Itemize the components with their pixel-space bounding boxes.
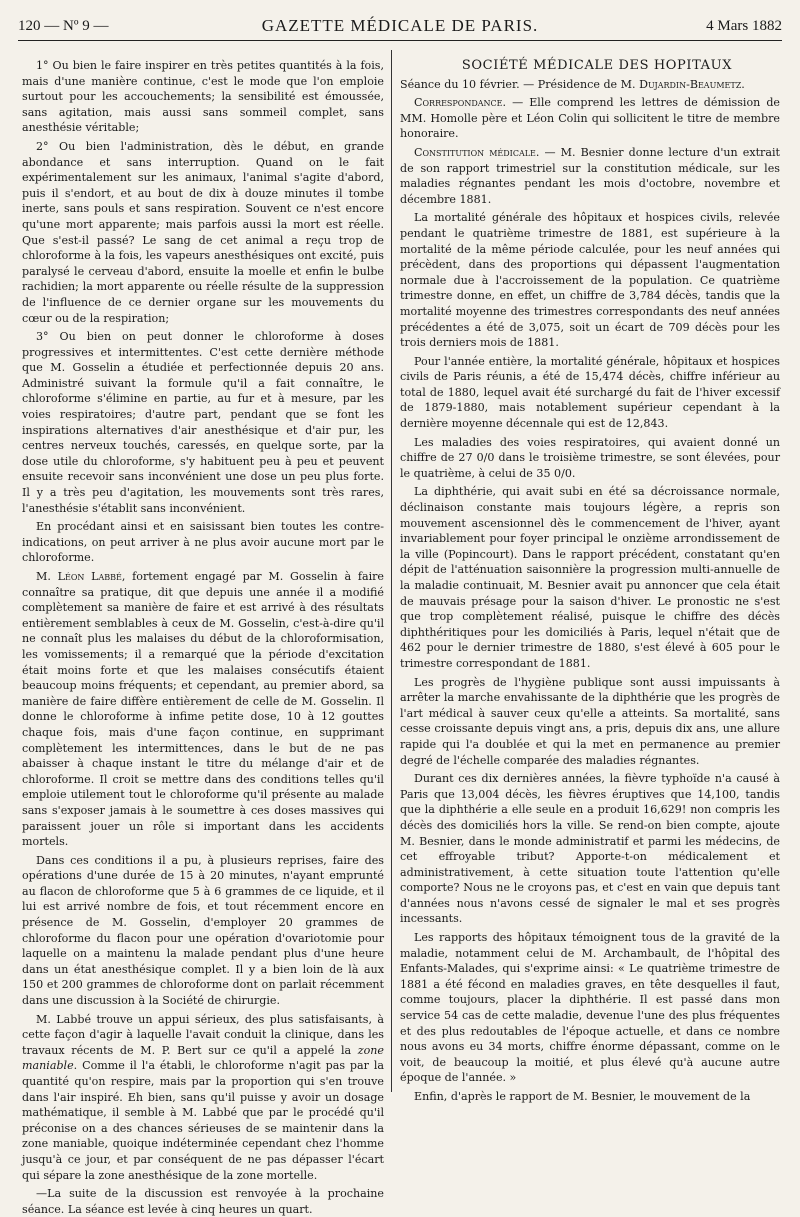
- session-text-end: .: [741, 77, 745, 91]
- paragraph: —La suite de la discussion est renvoyée à la prochaine séance. La séance est levée à cinq heures un quart.: [22, 1187, 384, 1216]
- paragraph: Pour l'année entière, la mortalité générale, hôpitaux et hospices civils de Paris réunis, a été de 15,474 décès, chiffre inférieur au total de 1880, lequel avait été surchargé du fait de l'hiver excessif de 1879-1880, mais notablement supérieur cependant à la dernière moyenne décennale qui est de 12,843.: [400, 354, 780, 431]
- issue-date: 4 Mars 1882: [706, 18, 782, 34]
- emphasis-text: zone maniable: [22, 1043, 384, 1073]
- page-header: [18, 14, 782, 41]
- paragraph-text: . — M. Besnier donne lecture d'un extrait de son rapport trimestriel sur la constitution médicale, sur les maladies régnantes pendant les mois d'octobre, novembre et décembre 1881.: [400, 145, 780, 206]
- paragraph: Dans ces conditions il a pu, à plusieurs reprises, faire des opérations d'une durée de 15 à 20 minutes, n'ayant emprunté au flacon de chloroforme que 5 à 6 grammes de ce liquide, et il lui est arrivé nombre de fois, et tout récemment encore en présence de M. Gosselin, d'employer 20 grammes de chloroforme du flacon pour une opération d'ovariotomie pour laquelle on a maintenu la malade pendant plus d'une heure dans un état anesthésique complet. Il y a bien loin de là aux 150 et 200 grammes de chloroforme dont on parlait récemment dans une discussion à la Société de chirurgie.: [22, 853, 384, 1008]
- paragraph-text: . Comme il l'a établi, le chloroforme n'agit pas par la quantité qu'on respire, mais par la proportion qui s'en trouve dans l'air inspiré. Eh bien, sans qu'il puisse y avoir un dosage mathématique, il semble à M. Labbé que par le procédé qu'il préconise on a des chances sérieuses de se maintenir dans la zone maniable, quoique indéterminée cependant chez l'homme jusqu'à ce jour, et par conséquent de ne pas dépasser l'écart qui sépare la zone anesthésique de la zone mortelle.: [22, 1059, 384, 1182]
- rubric-label: Correspondance: [414, 96, 503, 110]
- paragraph-text: , fortement engagé par M. Gosselin à faire connaître sa pratique, dit que depuis une année il a modifié complètement sa manière de faire et est arrivé à des résultats entièrement semblables à ceux de M. Gosselin, c'est-à-dire qu'il ne connaît plus les malaises du début de la chloroformisation, les vomissements; il a remarqué que la période d'excitation était moins forte et que les malaises consécutifs étaient beaucoup moins fréquents; et cependant, au premier abord, sa manière de faire diffère entièrement de celle de M. Gosselin. Il donne le chloroforme à infime petite dose, 10 à 12 gouttes chaque fois, mais d'une façon continue, en supprimant complètement les intermittences, dans le but de ne pas abaisser à chaque instant le titre du mélange d'air et de chloroforme. Il croit se mettre dans des conditions telles qu'il emploie utilement tout le chloroforme qu'il présente au malade sans s'exposer jamais à le soumettre à ces doses massives qui paraissent jouer un rôle si important dans les accidents mortels.: [22, 570, 384, 849]
- rubric-label: Constitution médicale: [414, 145, 536, 159]
- paragraph: [22, 569, 384, 850]
- column-divider: [391, 50, 392, 1092]
- paragraph: 1° Ou bien le faire inspirer en très petites quantités à la fois, mais d'une manière continue, c'est le mode que l'on emploie surtout pour les accouchements; la sensibilité est émoussée, sans agitation, mais aussi sans sommeil complet, sans anesthésie véritable;: [22, 59, 384, 135]
- session-text: Séance du 10 février. — Présidence de M.: [400, 77, 640, 91]
- page-number: 120 — Nº 9 —: [18, 18, 109, 34]
- paragraph: 3° Ou bien on peut donner le chloroforme à doses progressives et intermittentes. C'est cette dernière méthode que M. Gosselin a étudiée et perfectionnée depuis 20 ans. Administré suivant la formule qu'il a fait connaître, le chloroforme s'élimine en partie, au fur et à mesure, par les voies respiratoires; d'autre part, pendant que se font les inspirations alternatives d'air anesthésique et d'air pur, les centres nerveux touchés, caressés, en quelque sorte, par la dose utile du chloroforme, s'y habituent peu à peu et peuvent ensuite recevoir sans inconvénient une dose un peu plus forte. Il y a très peu d'agitation, les mouvements sont très rares, l'anesthésie s'établit sans inconvénient.: [22, 330, 384, 515]
- paragraph: Les rapports des hôpitaux témoignent tous de la gravité de la maladie, notamment celui de M. Archambault, de l'hôpital des Enfants-Malades, qui s'exprime ainsi: « Le quatrième trimestre de 1881 a été fécond en maladies graves, en tête desquelles il faut, comme toujours, placer la diphthérie. Il est passé dans mon service 54 cas de cette maladie, devenue l'une des plus fréquentes et des plus redoutables de l'époque actuelle, et dans ce nombre nous avons eu 34 morts, chiffre énorme dépassant, comme on le voit, de beaucoup la moitié, et plus élevé qu'à aucune autre époque de l'année. »: [400, 931, 780, 1085]
- paragraph: [22, 1012, 384, 1184]
- speaker-name: M. Léon Labbé: [36, 570, 122, 583]
- section-title: SOCIÉTÉ MÉDICALE DES HOPITAUX: [461, 58, 733, 73]
- paragraph-text: M. Labbé trouve un appui sérieux, des plus satisfaisants, à cette façon d'agir à laquelle l'avait conduit la clinique, dans les travaux récents de M. P. Bert sur ce qu'il a appelé la: [22, 1012, 384, 1057]
- paragraph: Enfin, d'après le rapport de M. Besnier, le mouvement de la: [414, 1090, 751, 1103]
- paragraph: [400, 145, 780, 207]
- paragraph: En procédant ainsi et en saisissant bien toutes les contre-indications, on peut arriver à ne plus avoir aucune mort par le chloroforme.: [22, 520, 384, 565]
- paragraph: [400, 95, 780, 142]
- paragraph: La diphthérie, qui avait subi en été sa décroissance normale, déclinaison constante mais toujours légère, a repris son mouvement ascensionnel dès le commencement de l'hiver, ayant invariablement pour foyer principal le onzième arrondissement de la ville (Popincourt). Dans le rapport précédent, constatant qu'en dépit de l'atténuation saisonnière la progression multi-annuelle de la maladie continuait, M. Besnier avait pu annoncer que cela était de mauvais présage pour la saison d'hiver. Le pronostic ne s'est que trop complètement réalisé, puisque le chiffre des décès diphthéritiques pour les domiciliés à Paris, lequel n'était que de 462 pour le dernier trimestre de 1880, s'est élevé à 605 pour le trimestre correspondant de 1881.: [400, 485, 780, 670]
- paragraph: La mortalité générale des hôpitaux et hospices civils, relevée pendant le quatrième trimestre de 1881, est supérieure à la mortalité de la même période calculée, pour les neuf années qui précèdent, dans des proportions qui dépassent l'augmentation normale due à l'accroissement de la population. Ce quatrième trimestre donne, en effet, un chiffre de 3,784 décès, tandis que la mortalité moyenne des trimestres correspondants des neuf années précédentes a été de 3,075, soit un écart de 709 décès pour les trois derniers mois de 1881.: [400, 211, 780, 350]
- paragraph: Les maladies des voies respiratoires, qui avaient donné un chiffre de 27 0/0 dans le troisième trimestre, se sont élevées, pour le quatrième, à celui de 35 0/0.: [400, 435, 780, 480]
- president-name: Dujardin-Beaumetz: [639, 77, 742, 91]
- paragraph-text: . — Elle comprend les lettres de démission de MM. Homolle père et Léon Colin qui sollicitent le titre de membre honoraire.: [400, 96, 780, 141]
- journal-title: GAZETTE MÉDICALE DE PARIS.: [261, 16, 539, 35]
- paragraph: Les progrès de l'hygiène publique sont aussi impuissants à arrêter la marche envahissante de la diphthérie que les progrès de l'art médical à sauver ceux qu'elle a atteints. Sa mortalité, sans cesse croissante depuis vingt ans, a pris, depuis dix ans, une allure rapide qui l'a doublée et qui la met en permanence au premier degré de l'échelle comparée des maladies régnantes.: [400, 675, 780, 767]
- left-column: [22, 58, 384, 1216]
- right-column: [400, 58, 780, 1103]
- paragraph: Durant ces dix dernières années, la fièvre typhoïde n'a causé à Paris que 13,004 décès, les fièvres éruptives que 14,100, tandis que la diphthérie a elle seule en a produit 16,629! non compris les décès des domiciliés hors la ville. Se rend-on bien compte, ajoute M. Besnier, dans le monde administratif et parmi les médecins, de cet effroyable tribut? Apporte-t-on médicalement et administrativement, à cette situation toute l'attention qu'elle comporte? Nous ne le croyons pas, et c'est en vain que depuis tant d'années nous n'avons cessé de signaler le mal et ses progrès incessants.: [400, 772, 780, 926]
- paragraph: 2° Ou bien l'administration, dès le début, en grande abondance et sans interruption. Quand on le fait expérimentalement sur les animaux, l'animal s'agite d'abord, puis il s'endort, et au bout de dix à douze minutes il tombe inerte, sans pouls et sans respiration. Souvent ce n'est encore qu'une mort apparente; mais parfois aussi la mort est réelle. Que s'est-il passé? Le sang de cet animal a reçu trop de chloroforme à la fois, les vapeurs anesthésiques ont excité, puis paralysé le cerveau d'abord, ensuite la moelle et enfin le bulbe rachidien; la mort apparente ou réelle résulte de la suppression de l'influence de ce dernier organe sur les mouvements du cœur ou de la respiration;: [22, 139, 384, 325]
- session-line: [400, 77, 780, 93]
